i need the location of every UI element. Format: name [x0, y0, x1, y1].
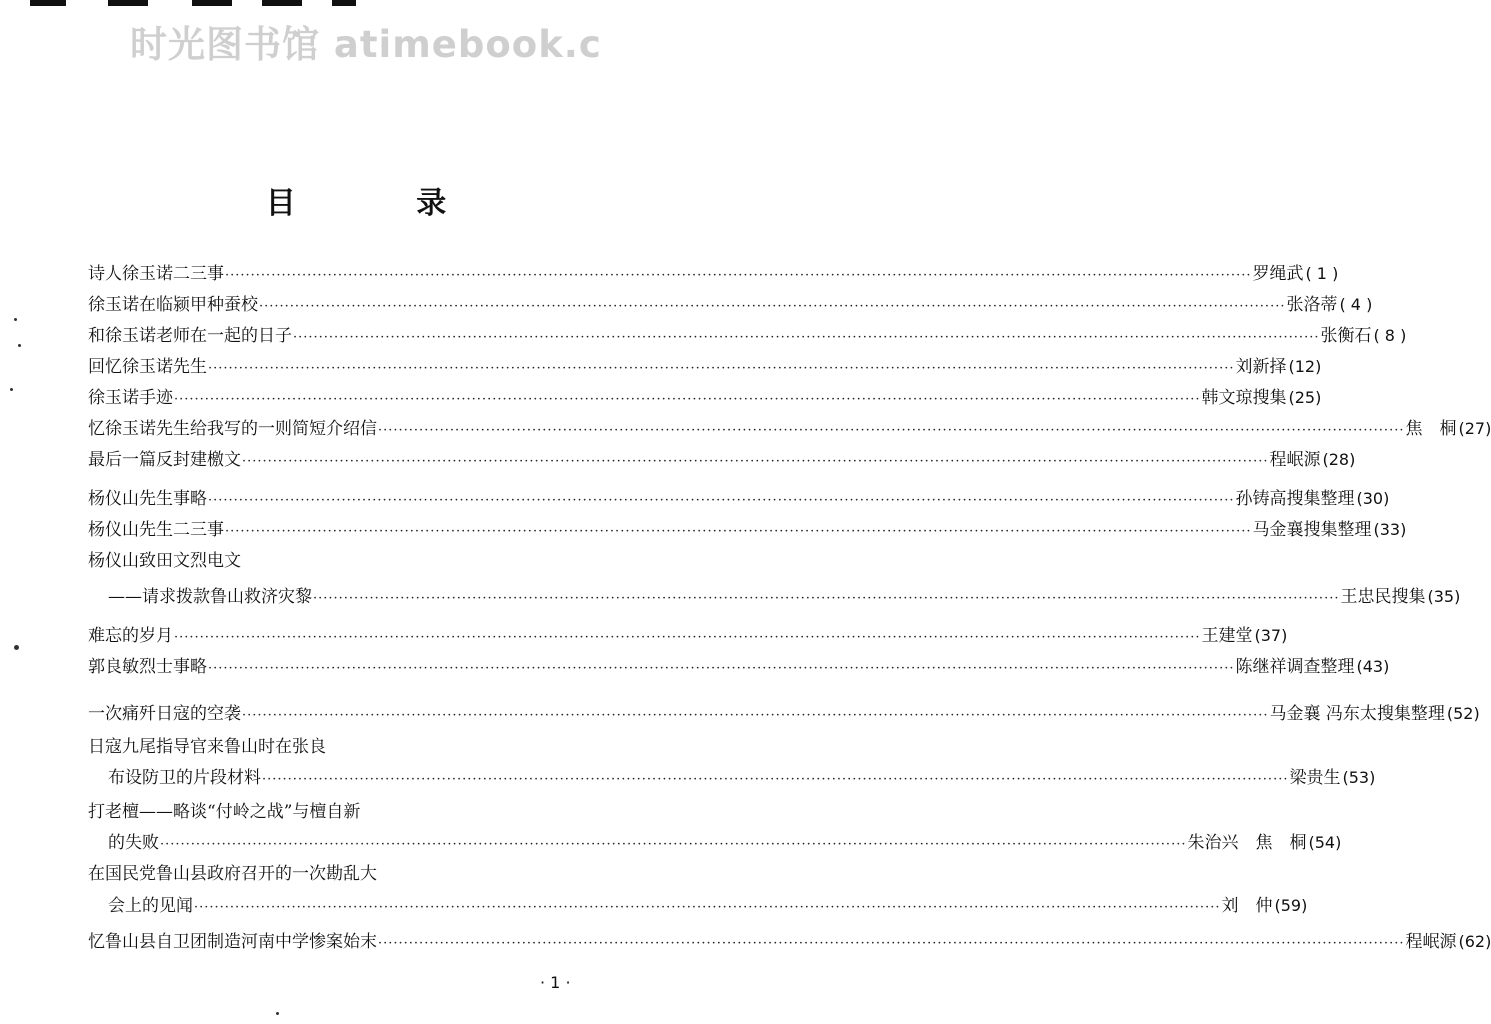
- toc-entry: [88, 487, 1390, 511]
- toc-entry-author: 刘 仲: [1221, 896, 1273, 916]
- scan-speck: [14, 645, 19, 650]
- toc-entry-title: 徐玉诺手迹: [88, 388, 173, 408]
- toc-entry-author: 韩文琼搜集: [1201, 388, 1287, 408]
- toc-entry-title: 诗人徐玉诺二三事: [88, 264, 224, 284]
- toc-entry-page: (27): [1458, 419, 1491, 438]
- toc-entry-title: 布设防卫的片段材料: [108, 768, 261, 788]
- toc-entry: [88, 702, 1480, 726]
- toc-entry: [88, 262, 1339, 286]
- toc-entry: [88, 862, 377, 886]
- toc-entry-title: 和徐玉诺老师在一起的日子: [88, 326, 292, 346]
- toc-entry: [88, 386, 1322, 410]
- toc-entry-page: (25): [1288, 388, 1322, 407]
- toc-leader-dots: ········································································································································································································: [208, 661, 1235, 676]
- toc-leader-dots: ········································································································································································································: [225, 268, 1252, 283]
- toc-entry-author: 王建堂: [1201, 626, 1253, 646]
- toc-entry-author: 梁贵生: [1289, 768, 1341, 788]
- toc-leader-dots: ········································································································································································································: [313, 591, 1340, 606]
- toc-entry-page: (12): [1288, 357, 1322, 376]
- toc-leader-dots: ········································································································································································································: [194, 900, 1221, 915]
- toc-entry-author: 程岷源: [1405, 932, 1457, 952]
- toc-entry-page: ( 4 ): [1339, 295, 1373, 314]
- toc-leader-dots: ········································································································································································································: [174, 630, 1201, 645]
- toc-leader-dots: ········································································································································································································: [242, 708, 1269, 723]
- toc-entry: [108, 894, 1308, 918]
- toc-entry-title: 会上的见闻: [108, 896, 193, 916]
- toc-leader-dots: ········································································································································································································: [174, 392, 1201, 407]
- toc-entry-title: 杨仪山先生事略: [88, 489, 207, 509]
- toc-entry-title: 难忘的岁月: [88, 626, 173, 646]
- toc-entry-title: 的失败: [108, 833, 159, 853]
- toc-entry-author: 焦 桐: [1405, 419, 1457, 439]
- scan-speck: [18, 344, 21, 347]
- toc-entry: [88, 518, 1407, 542]
- toc-entry-title: 杨仪山致田文烈电文: [88, 551, 241, 571]
- toc-entry: [108, 585, 1461, 609]
- toc-entry-author: 张洛蒂: [1286, 295, 1338, 315]
- toc-entry: [88, 355, 1322, 379]
- toc-entry-page: (30): [1356, 489, 1390, 508]
- watermark: 时光图书馆 atimebook.c: [130, 23, 602, 66]
- toc-entry-title: 杨仪山先生二三事: [88, 520, 224, 540]
- page-number: · 1 ·: [540, 973, 571, 992]
- toc-entry-title: 郭良敏烈士事略: [88, 657, 207, 677]
- scan-speck: [10, 388, 13, 391]
- toc-entry: [88, 800, 360, 824]
- toc-entry-title: 回忆徐玉诺先生: [88, 357, 207, 377]
- toc-entry-page: (54): [1308, 833, 1342, 852]
- toc-leader-dots: ········································································································································································································: [208, 361, 1235, 376]
- toc-entry-title: ——请求拨款鲁山救济灾黎: [108, 587, 312, 607]
- toc-entry-page: (53): [1342, 768, 1376, 787]
- toc-entry-page: (59): [1274, 896, 1308, 915]
- toc-entry-page: (28): [1322, 450, 1356, 469]
- toc-entry-author: 张衡石: [1320, 326, 1372, 346]
- toc-entry-page: (37): [1254, 626, 1288, 645]
- toc-entry-title: 一次痛歼日寇的空袭: [88, 704, 241, 724]
- toc-entry: [88, 549, 241, 573]
- toc-entry: [108, 766, 1376, 790]
- toc-entry: [108, 831, 1342, 855]
- toc-entry-page: (62): [1458, 932, 1491, 951]
- toc-leader-dots: ········································································································································································································: [225, 524, 1252, 539]
- toc-leader-dots: ········································································································································································································: [378, 936, 1405, 951]
- toc-leader-dots: ········································································································································································································: [293, 330, 1320, 345]
- toc-entry-page: (35): [1427, 587, 1461, 606]
- toc-entry-author: 王忠民搜集: [1340, 587, 1426, 607]
- toc-entry-page: (33): [1373, 520, 1407, 539]
- toc-entry-author: 马金襄搜集整理: [1252, 520, 1372, 540]
- toc-entry-author: 陈继祥调查整理: [1235, 657, 1355, 677]
- toc-entry: [88, 448, 1356, 472]
- toc-entry-title: 最后一篇反封建檄文: [88, 450, 241, 470]
- toc-entry-page: ( 8 ): [1373, 326, 1407, 345]
- toc-entry: [88, 293, 1373, 317]
- toc-entry-title: 徐玉诺在临颍甲种蚕校: [88, 295, 258, 315]
- toc-leader-dots: ········································································································································································································: [160, 837, 1187, 852]
- toc-leader-dots: ········································································································································································································: [259, 299, 1286, 314]
- toc-entry-title: 在国民党鲁山县政府召开的一次勘乱大: [88, 864, 377, 884]
- toc-entry-page: (52): [1446, 704, 1480, 723]
- toc-entry-author: 程岷源: [1269, 450, 1321, 470]
- toc-entry-author: 马金襄 冯东太搜集整理: [1269, 704, 1445, 724]
- toc-entry-author: 朱治兴 焦 桐: [1187, 833, 1307, 853]
- toc-entry-title: 忆鲁山县自卫团制造河南中学惨案始末: [88, 932, 377, 952]
- toc-entry-title: 日寇九尾指导官来鲁山时在张良: [88, 737, 326, 757]
- toc-leader-dots: ········································································································································································································: [262, 772, 1289, 787]
- toc-entry: [88, 417, 1491, 441]
- toc-leader-dots: ········································································································································································································: [242, 454, 1269, 469]
- toc-entry: [88, 655, 1390, 679]
- toc-entry-title: 忆徐玉诺先生给我写的一则简短介绍信: [88, 419, 377, 439]
- toc-entry-page: (43): [1356, 657, 1390, 676]
- scan-speck: [276, 1012, 279, 1015]
- page-title: 目 录: [265, 186, 502, 221]
- toc-leader-dots: ········································································································································································································: [208, 493, 1235, 508]
- toc-entry-page: ( 1 ): [1305, 264, 1339, 283]
- toc-entry: [88, 930, 1491, 954]
- toc-entry: [88, 324, 1407, 348]
- toc-entry: [88, 735, 326, 759]
- scan-speck: [14, 318, 17, 321]
- toc-entry-author: 孙铸高搜集整理: [1235, 489, 1355, 509]
- toc-entry: [88, 624, 1288, 648]
- toc-entry-author: 罗绳武: [1252, 264, 1304, 284]
- toc-entry-author: 刘新择: [1235, 357, 1287, 377]
- toc-leader-dots: ········································································································································································································: [378, 423, 1405, 438]
- toc-entry-title: 打老檀——略谈“付岭之战”与檀自新: [88, 802, 361, 822]
